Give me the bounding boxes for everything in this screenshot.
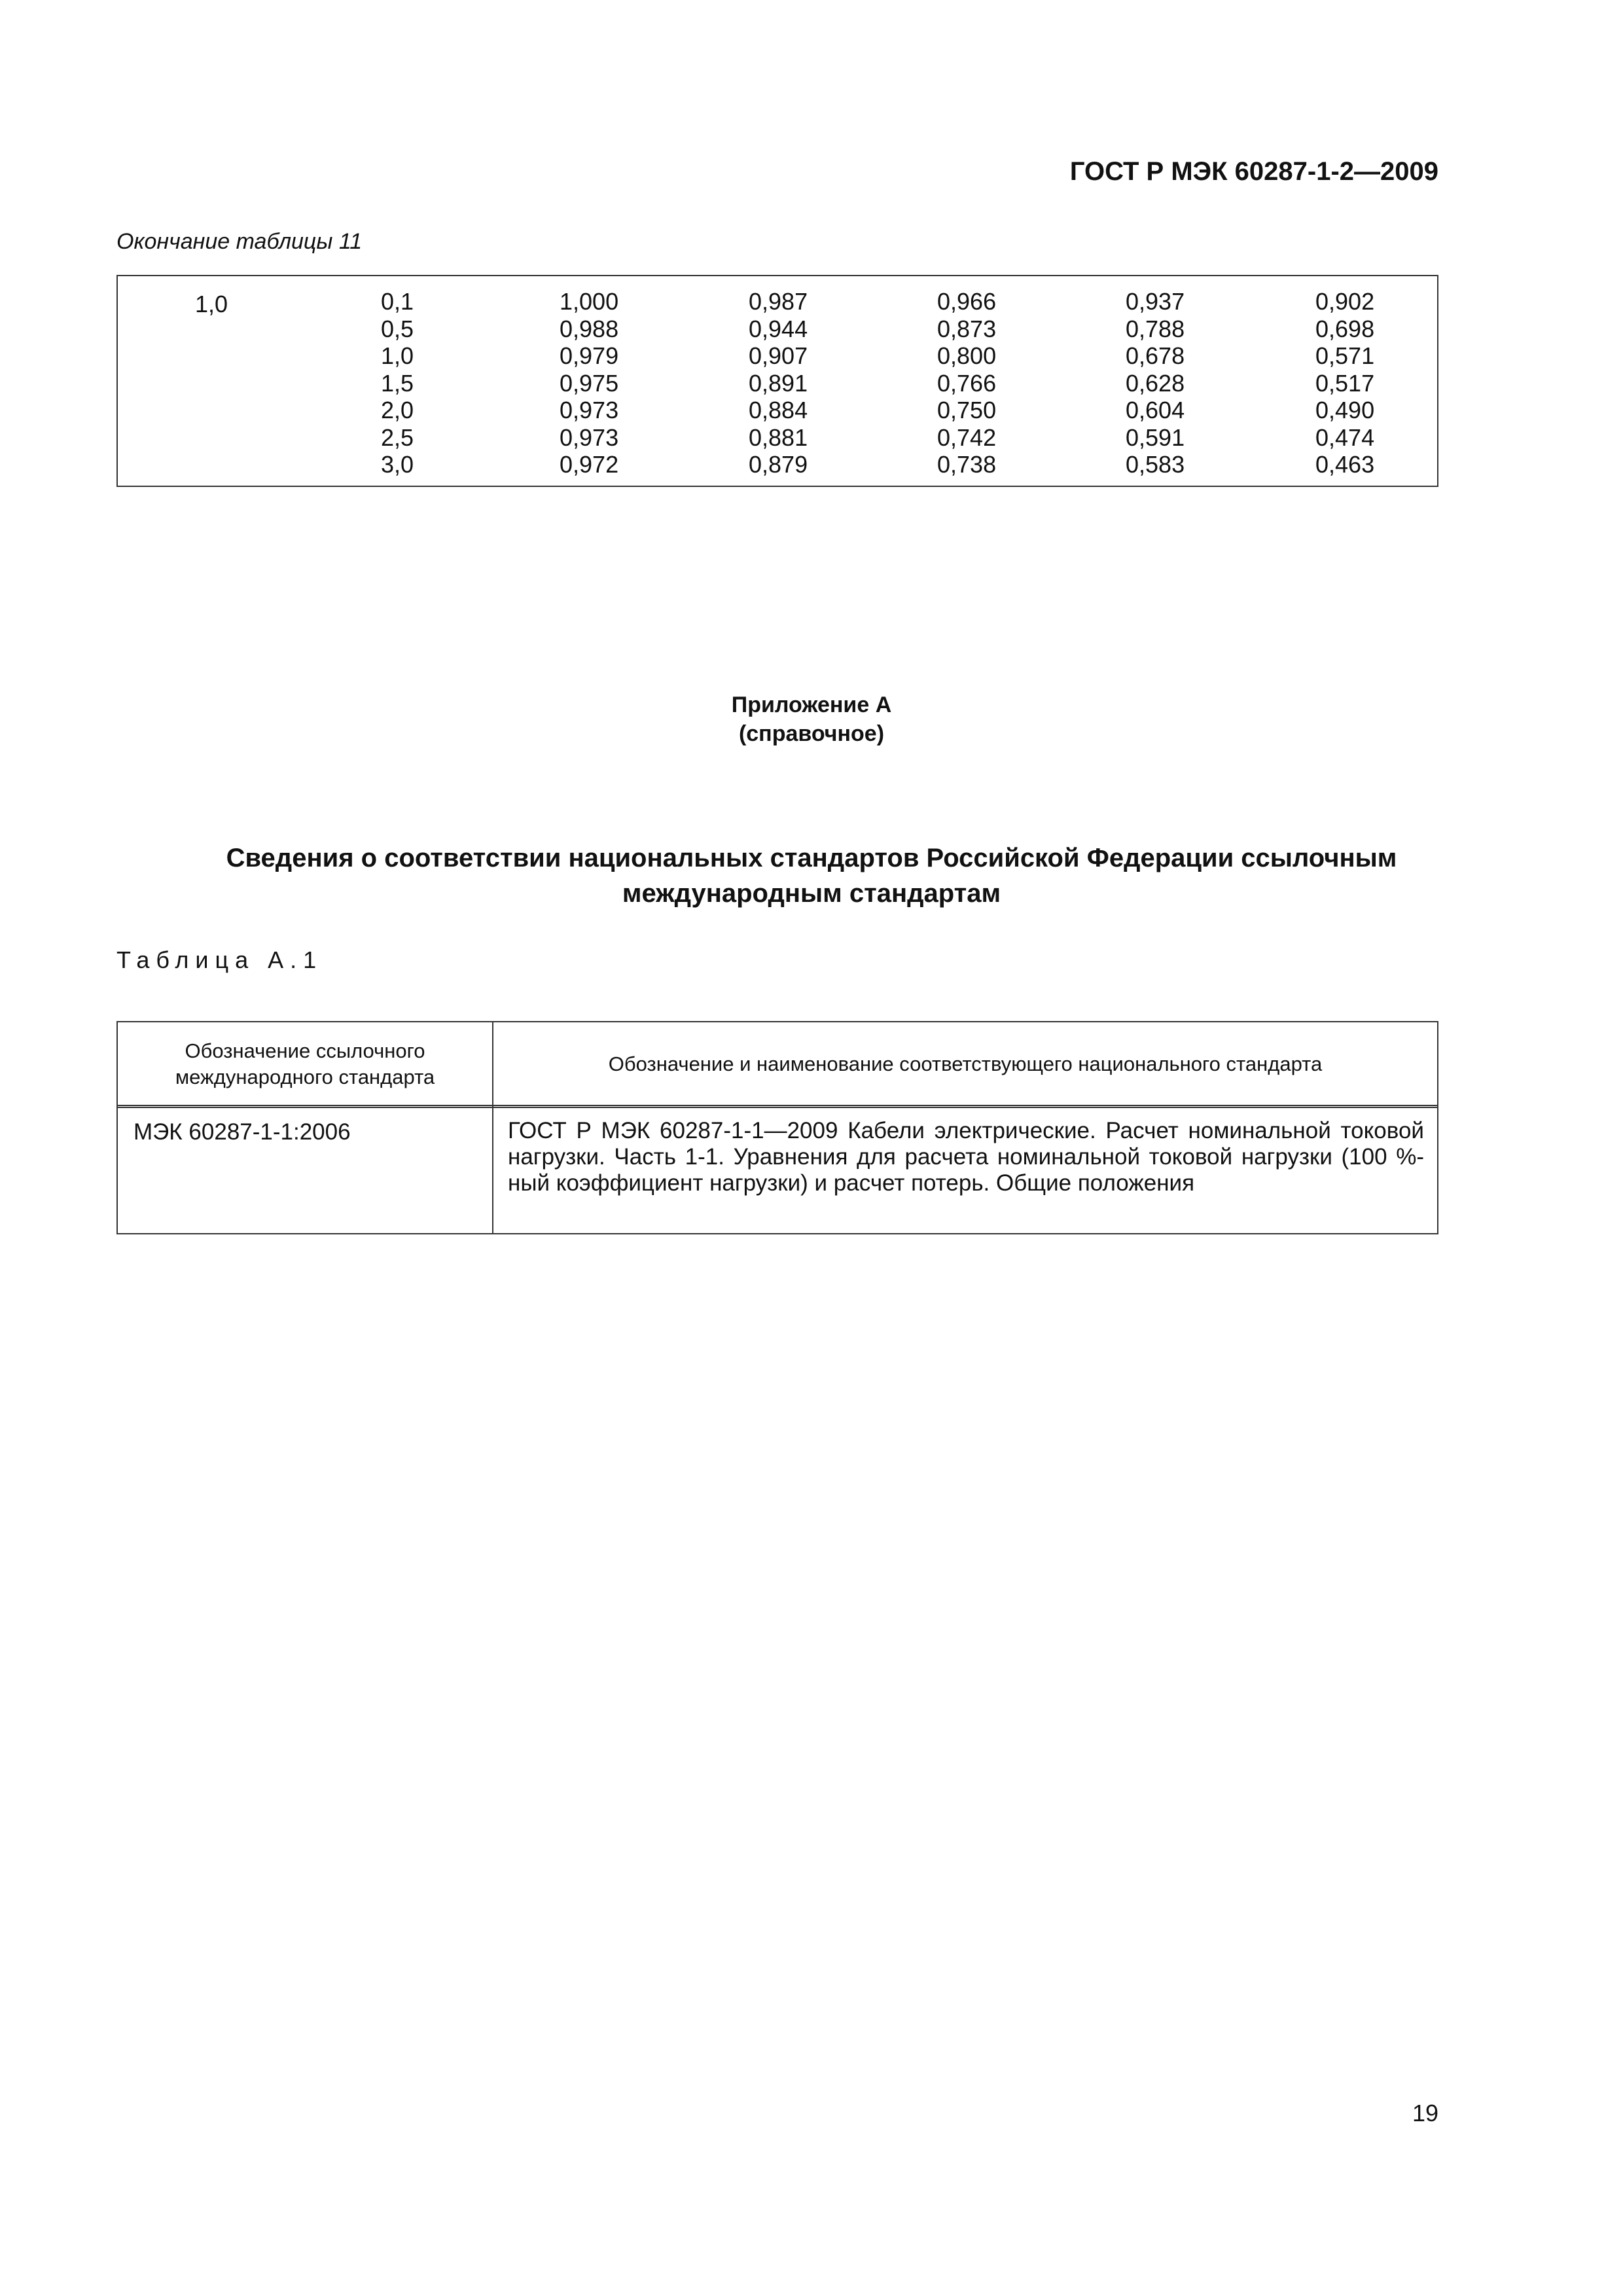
page-number: 19	[1412, 2100, 1438, 2126]
table-11-cell: 0,873	[937, 315, 997, 342]
table-11-cell: 0,937	[1126, 288, 1185, 315]
document-code: ГОСТ Р МЭК 60287-1-2—2009	[1069, 157, 1438, 186]
table-11-cell: 0,742	[937, 423, 997, 451]
table-11-cell: 1,0	[381, 342, 414, 369]
table-11-cell: 0,628	[1126, 369, 1185, 397]
table-11-cell: 0,463	[1315, 451, 1375, 478]
table-11-cell: 3,0	[381, 451, 414, 478]
table-11-cell: 0,583	[1126, 451, 1185, 478]
table-11-group-value: 1,0	[195, 291, 228, 317]
table-11-cell: 0,879	[749, 451, 808, 478]
table-a1-cell-national: ГОСТ Р МЭК 60287-1-1—2009 Кабели электрические. Расчет номинальной токовой нагрузки. Часть 1-1. Уравнения для расчета номинальной токовой нагрузки (100 %-ный коэффициент нагрузки) и расчет потерь. Общие положения	[508, 1118, 1424, 1196]
table-11-cell: 0,517	[1315, 369, 1375, 397]
appendix-title: Сведения о соответствии национальных стандартов Российской Федерации ссылочным международным стандартам	[226, 844, 1397, 908]
table-a1-cell-international: МЭК 60287-1-1:2006	[134, 1119, 351, 1145]
table-header-divider	[118, 1105, 1437, 1108]
table-11-cell: 0,973	[560, 397, 619, 423]
table-11-continuation	[116, 275, 1438, 487]
table-11-cell: 0,490	[1315, 397, 1375, 423]
table-11-cell: 2,5	[381, 423, 414, 451]
table-11-cell: 1,5	[381, 369, 414, 397]
table-11-cell: 0,766	[937, 369, 997, 397]
table-11-cell: 0,907	[749, 342, 808, 369]
table-11-cell: 0,891	[749, 369, 808, 397]
table-a1-header-national: Обозначение и наименование соответствующего национального стандарта	[608, 1052, 1323, 1075]
table-11-cell: 0,788	[1126, 315, 1185, 342]
table-11-cell: 0,972	[560, 451, 619, 478]
table-11-cell: 0,5	[381, 315, 414, 342]
table-a1	[116, 1021, 1438, 1234]
table-11-cell: 0,591	[1126, 423, 1185, 451]
table-11-cell: 0,975	[560, 369, 619, 397]
table-11-cell: 0,474	[1315, 423, 1375, 451]
table-a1-label: Таблица А.1	[116, 946, 323, 973]
table-a1-header-international: Обозначение ссылочного международного стандарта	[175, 1039, 435, 1088]
table-continuation-caption: Окончание таблицы 11	[116, 229, 363, 254]
appendix-name: Приложение А	[731, 692, 892, 717]
table-11-cell: 0,604	[1126, 397, 1185, 423]
appendix-kind: (справочное)	[738, 721, 885, 746]
table-11-cell: 0,987	[749, 288, 808, 315]
table-11-cell: 0,1	[381, 288, 414, 315]
table-11-cell: 0,698	[1315, 315, 1375, 342]
table-11-column	[1126, 288, 1185, 478]
table-11-column	[560, 288, 618, 478]
table-11-cell: 2,0	[381, 397, 414, 423]
table-11-column	[749, 288, 808, 478]
table-11-cell: 0,973	[560, 423, 619, 451]
table-11-cell: 0,738	[937, 451, 997, 478]
table-11-cell: 0,979	[560, 342, 619, 369]
table-11-cell: 0,800	[937, 342, 997, 369]
table-11-cell: 0,988	[560, 315, 619, 342]
table-11-cell: 0,966	[937, 288, 997, 315]
table-11-cell: 0,678	[1126, 342, 1185, 369]
table-11-cell: 0,881	[749, 423, 808, 451]
table-11-cell: 0,750	[937, 397, 997, 423]
table-11-cell: 0,902	[1315, 288, 1375, 315]
table-11-cell: 0,944	[749, 315, 808, 342]
table-11-column	[937, 288, 996, 478]
table-11-column	[1315, 288, 1374, 478]
table-11-cell: 0,571	[1315, 342, 1375, 369]
table-11-cell: 0,884	[749, 397, 808, 423]
table-11-cell: 1,000	[560, 288, 619, 315]
table-11-column	[381, 288, 414, 478]
